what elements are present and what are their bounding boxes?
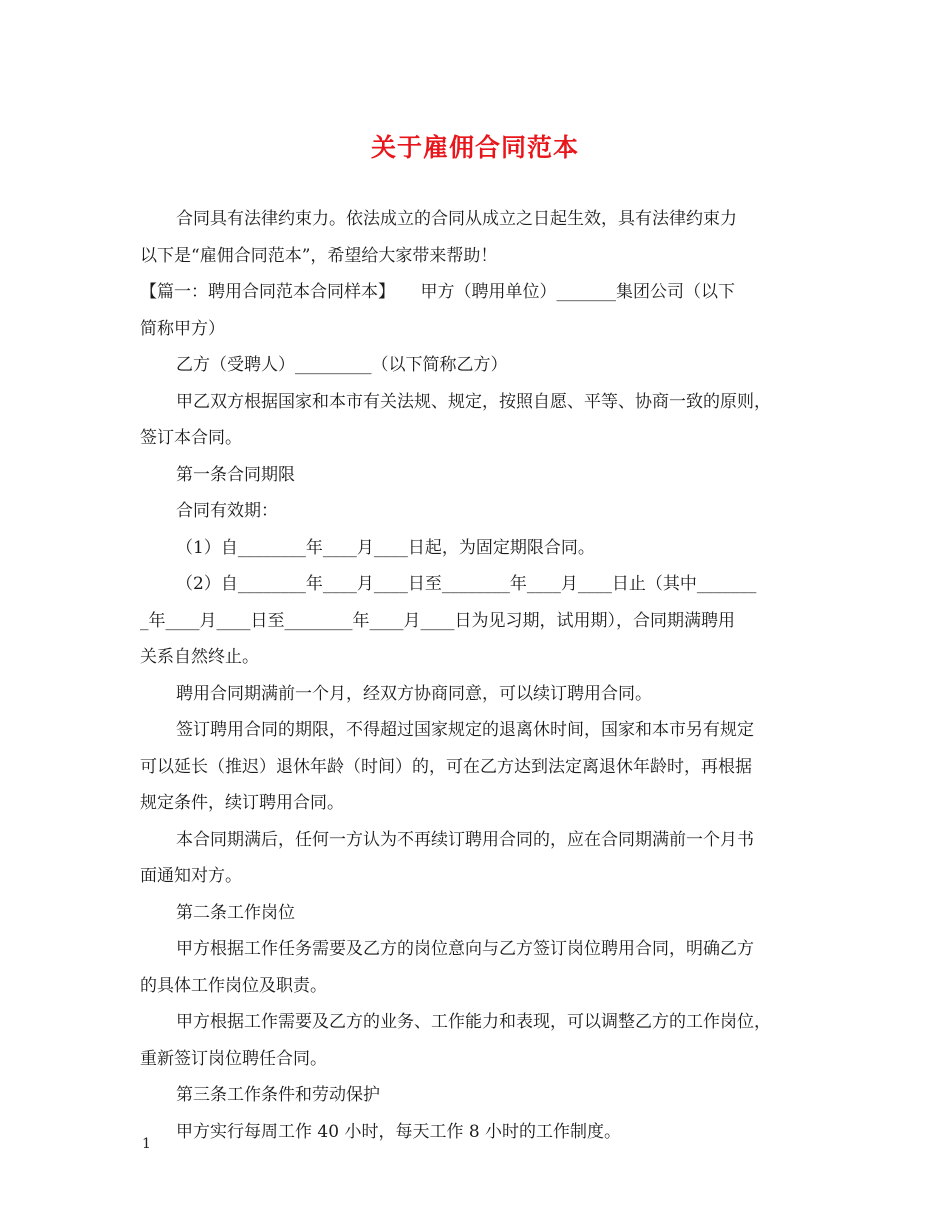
body-line: 规定条件，续订聘用合同。 [140,793,344,813]
body-line: 第二条工作岗位 [176,902,295,923]
document-title: 关于雇佣合同范本 [370,133,579,162]
body-line: （2）自________年____月____日至________年____月____日止（其中_______ [176,574,757,594]
body-line: 重新签订岗位聘任合同。 [140,1048,327,1069]
body-line: 甲方实行每周工作 40 小时，每天工作 8 小时的工作制度。 [176,1121,622,1142]
body-line: 以下是“雇佣合同范本”，希望给大家带来帮助！ [140,245,498,266]
body-line: _年____月____日至________年____月____日为见习期，试用期），合同期满聘用 [140,610,735,631]
body-line: 甲方根据工作任务需要及乙方的岗位意向与乙方签订岗位聘用合同，明确乙方 [176,939,754,959]
body-line: 甲方根据工作需要及乙方的业务、工作能力和表现，可以调整乙方的工作岗位， [176,1012,771,1032]
body-line: 第三条工作条件和劳动保护 [176,1085,380,1105]
body-line: 合同有效期： [176,501,278,521]
body-line: 关系自然终止。 [140,647,259,667]
document-body [140,201,815,1150]
body-line: 本合同期满后，任何一方认为不再续订聘用合同的，应在合同期满前一个月书 [176,829,754,850]
body-line: 合同具有法律约束力。依法成立的合同从成立之日起生效，具有法律约束力 [176,209,737,229]
body-line: 签订本合同。 [140,428,242,448]
body-line: 甲乙双方根据国家和本市有关法规、规定，按照自愿、平等、协商一致的原则， [176,391,771,412]
body-line: 聘用合同期满前一个月，经双方协商同意，可以续订聘用合同。 [176,683,652,704]
body-line: 签订聘用合同的期限，不得超过国家规定的退离休时间，国家和本市另有规定 [176,720,754,740]
body-line: 面通知对方。 [140,866,242,886]
page-number: 1 [142,1136,151,1152]
body-line: 的具体工作岗位及职责。 [140,975,327,996]
body-line: 乙方（受聘人）_________（以下简称乙方） [176,355,508,375]
body-line: （1）自________年____月____日起，为固定期限合同。 [176,537,595,558]
body-line: 第一条合同期限 [176,464,295,485]
body-line: 可以延长（推迟）退休年龄（时间）的，可在乙方达到法定离退休年龄时，再根据 [140,756,752,777]
body-line: 【篇一：聘用合同范本合同样本】 甲方（聘用单位）_______集团公司（以下 [140,282,735,302]
body-line: 简称甲方） [140,318,225,339]
